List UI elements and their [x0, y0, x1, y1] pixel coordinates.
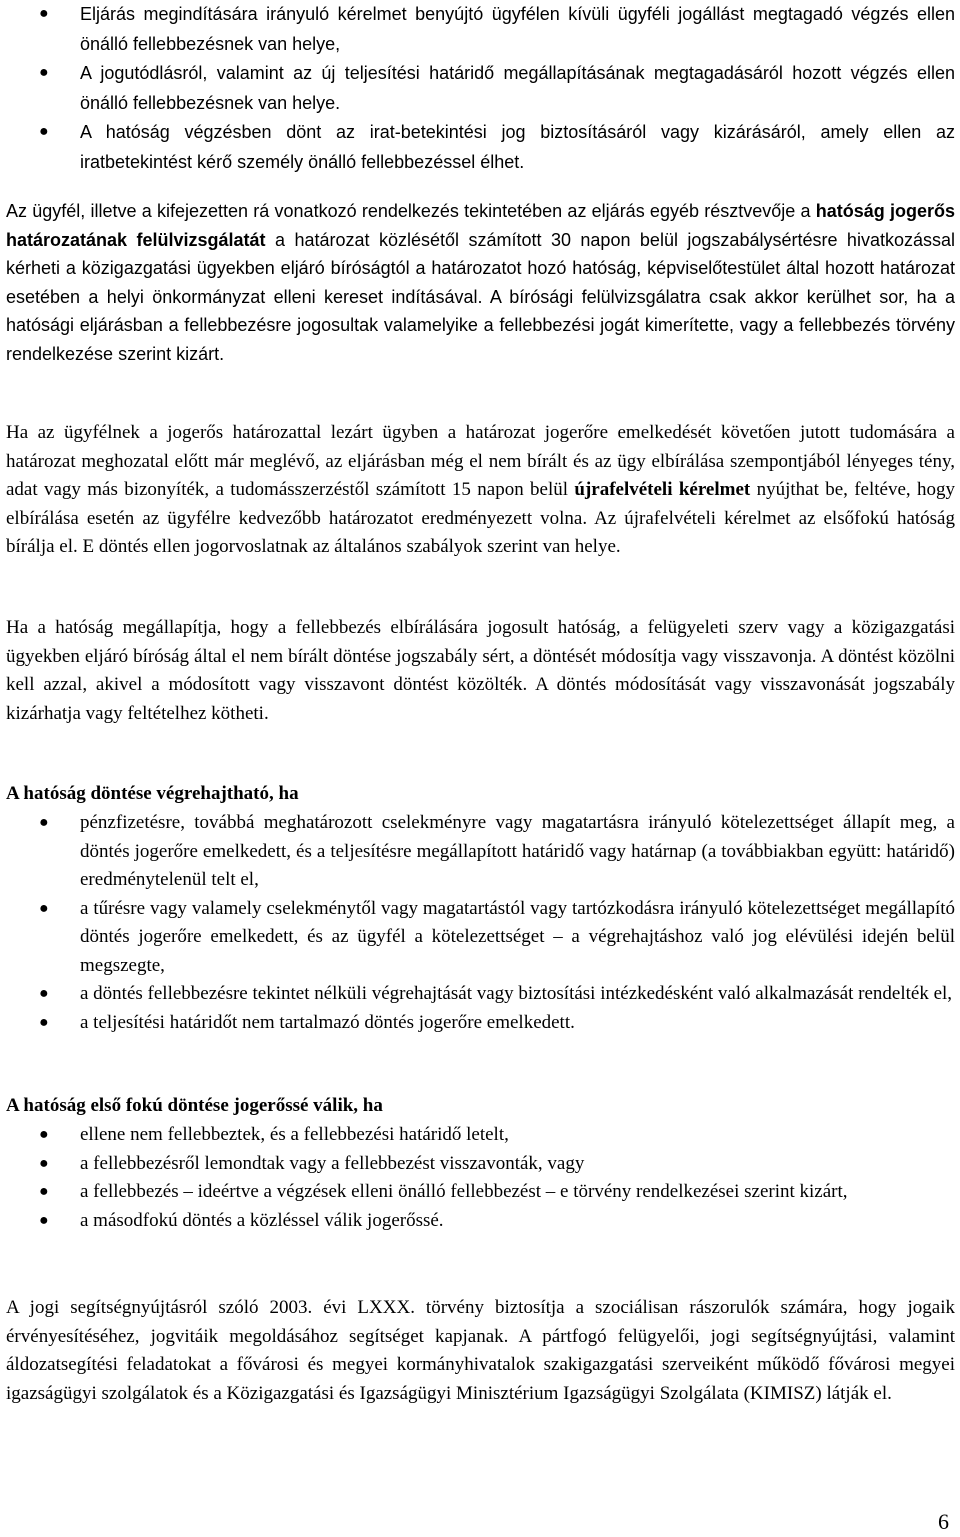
bullet-icon: ●: [39, 5, 49, 22]
list-item: ● A jogutódlásról, valamint az új teljesítési határidő megállapításának megtagadásáról hozott végzés ellen önálló fellebbezésnek van helye.: [6, 59, 955, 118]
paragraph-legal-aid: A jogi segítségnyújtásról szóló 2003. évi LXXX. törvény biztosítja a szociálisan rászorulók számára, hogy jogaik érvényesítéséhez, jogvitáik megoldásához segítséget kapjanak. A pártfogó felügyelői, jogi segítségnyújtási, valamint áldozatsegítési feladatokat a fővárosi és megyei kormányhivatalok szakigazgatási szerveiként működő fővárosi megyei igazságügyi szolgálatok és a Közigazgatási és Igazságügyi Minisztérium Igazságügyi Szolgálata (KIMISZ) látják el.: [6, 1297, 955, 1404]
list-item: ● a fellebbezésről lemondtak vagy a fellebbezést visszavonták, vagy: [6, 1150, 955, 1179]
paragraph-reopening: Ha az ügyfélnek a jogerős határozattal lezárt ügyben a határozat jogerőre emelkedését követően jutott tudomására a határozat meghozatal előtt már meglévő, az eljárásban még el nem bírált és az ügy elbírálása szempontjából lényeges tény, adat vagy más bizonyíték, a tudomásszerzéstől számított 15 napon belül újrafelvételi kérelmet nyújthat be, feltéve, hogy elbírálása esetén az ügyfélre kedvezőbb határozatot eredményezett volna. Az újrafelvételi kérelmet az elsőfokú hatóság bírálja el. E döntés ellen jogorvoslatnak az általános szabályok szerint van helye.: [6, 422, 955, 557]
paragraph-judicial-review: Az ügyfél, illetve a kifejezetten rá vonatkozó rendelkezés tekintetében az eljárás egyéb résztvevője a hatóság jogerős határozatának felülvizsgálatát a határozat közlésétől számított 30 napon belül jogszabálysértésre hivatkozással kérheti a közigazgatási ügyekben eljáró bíróságtól a határozatot hozó hatóság, képviselőtestület által hozott határozat esetében a helyi önkormányzat elleni kereset indításával. A bírósági felülvizsgálatra csak akkor kerülhet sor, ha a hatósági eljárásban a fellebbezésre jogosultak valamelyike a fellebbezési jogát kimerítette, vagy a fellebbezés törvény rendelkezése szerint kizárt.: [6, 201, 955, 364]
bullet-icon: ●: [39, 1154, 49, 1172]
final-list: [6, 1121, 955, 1235]
bullet-icon: ●: [39, 985, 49, 1002]
heading-final: A hatóság első fokú döntése jogerőssé válik, ha: [6, 1095, 383, 1116]
bullet-icon: ●: [39, 64, 49, 81]
list-item: ● a teljesítési határidőt nem tartalmazó döntés jogerőre emelkedett.: [6, 1009, 955, 1038]
list-item: ● ellene nem fellebbeztek, és a fellebbezési határidő letelt,: [6, 1121, 955, 1150]
list-item: ● a fellebbezés – ideértve a végzések elleni önálló fellebbezést – e törvény rendelkezései szerint kizárt,: [6, 1178, 955, 1207]
paragraph-modification: Ha a hatóság megállapítja, hogy a fellebbezés elbírálására jogosult hatóság, a felügyeleti szerv vagy a közigazgatási ügyekben eljáró bíróság által el nem bírált döntése jogszabály sért, a döntését módosítja vagy visszavonja. A döntést közölni kell azzal, akivel a módosított vagy visszavont döntést közölték. A döntés módosítását vagy visszavonását jogszabály kizárhatja vagy feltételhez kötheti.: [6, 617, 955, 724]
list-item: ● a döntés fellebbezésre tekintet nélküli végrehajtását vagy biztosítási intézkedésként való alkalmazását rendelték el,: [6, 980, 955, 1009]
heading-enforceable: A hatóság döntése végrehajtható, ha: [6, 783, 299, 804]
list-item: ● pénzfizetésre, továbbá meghatározott cselekményre vagy magatartásra irányuló kötelezettséget állapít meg, a döntés jogerőre emelkedett, és a teljesítésre megállapított határidő vagy határnap (a továbbiakban együtt: határidő) eredménytelenül telt el,: [6, 809, 955, 895]
bullet-icon: ●: [39, 1211, 49, 1229]
intro-bullet-list: [6, 0, 955, 177]
list-item: ● A hatóság végzésben dönt az irat-betekintési jog biztosításáról vagy kizárásáról, amely ellen az iratbetekintést kérő személy önálló fellebbezéssel élhet.: [6, 118, 955, 177]
bullet-icon: ●: [39, 1183, 49, 1200]
bullet-icon: ●: [39, 899, 49, 917]
bullet-icon: ●: [39, 814, 49, 831]
bullet-icon: ●: [39, 1126, 49, 1143]
bold-term: hatóság jogerős határozatának felülvizsgálatát: [6, 201, 955, 250]
bullet-icon: ●: [39, 1013, 49, 1031]
list-item: ● a tűrésre vagy valamely cselekménytől vagy magatartástól vagy tartózkodásra irányuló kötelezettséget megállapító döntés jogerőre emelkedett, és az ügyfél a kötelezettséget – a végrehajtáshoz való jog elévülési idején belül megszegte,: [6, 895, 955, 981]
page-number: 6: [938, 1509, 949, 1534]
list-item: ● a másodfokú döntés a közléssel válik jogerőssé.: [6, 1207, 955, 1236]
list-item: ● Eljárás megindítására irányuló kérelmet benyújtó ügyfélen kívüli ügyféli jogállást megtagadó végzés ellen önálló fellebbezésnek van helye,: [6, 0, 955, 59]
bullet-icon: ●: [39, 123, 49, 140]
enforceable-list: [6, 809, 955, 1037]
bold-term: újrafelvételi kérelmet: [574, 479, 751, 500]
